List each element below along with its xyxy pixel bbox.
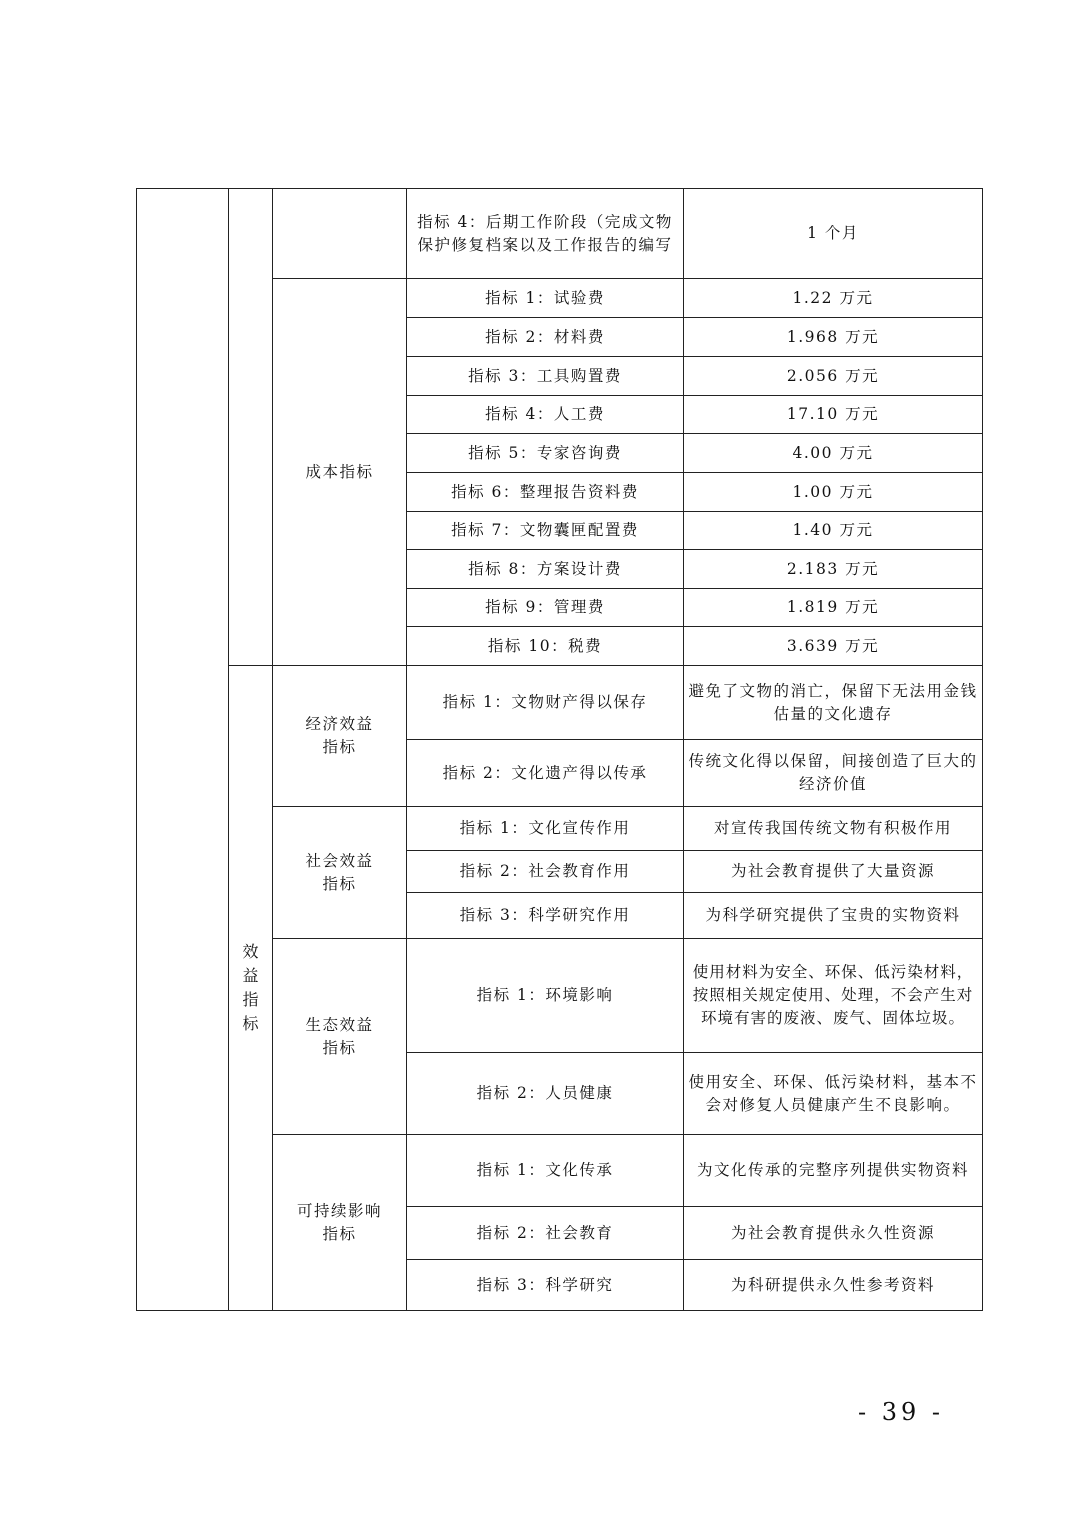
indicator-cell: 指标 6：整理报告资料费 <box>407 473 684 512</box>
value-cell: 对宣传我国传统文物有积极作用 <box>684 807 983 851</box>
category-social <box>273 807 407 939</box>
indicator-cell: 指标 3：科学研究作用 <box>407 893 684 939</box>
value-cell: 传统文化得以保留，间接创造了巨大的经济价值 <box>684 740 983 807</box>
value-cell: 1.40 万元 <box>684 512 983 550</box>
value-cell: 1.00 万元 <box>684 473 983 512</box>
category-label: 社会效益指标 <box>305 851 374 893</box>
value-cell: 为社会教育提供永久性资源 <box>684 1207 983 1260</box>
indicator-cell: 指标 2：社会教育 <box>407 1207 684 1260</box>
indicator-cell: 指标 5：专家咨询费 <box>407 434 684 473</box>
category-label: 生态效益指标 <box>305 1015 374 1057</box>
indicator-cell: 指标 3：科学研究 <box>407 1260 684 1311</box>
category-cell-time <box>273 189 407 279</box>
value-cell: 1.819 万元 <box>684 589 983 627</box>
value-cell: 2.056 万元 <box>684 357 983 396</box>
page-number: - 39 - <box>858 1398 945 1426</box>
performance-indicator-table <box>136 188 983 1311</box>
indicator-cell: 指标 4：人工费 <box>407 396 684 434</box>
indicator-cell: 指标 2：材料费 <box>407 318 684 357</box>
indicator-cell: 指标 2：文化遗产得以传承 <box>407 740 684 807</box>
value-cell: 1.22 万元 <box>684 279 983 318</box>
category-economic <box>273 666 407 807</box>
category-label: 经济效益指标 <box>305 715 374 756</box>
value-cell: 为文化传承的完整序列提供实物资料 <box>684 1135 983 1207</box>
indicator-cell: 指标 1：文化宣传作用 <box>407 807 684 851</box>
indicator-cell: 指标 7：文物囊匣配置费 <box>407 512 684 550</box>
indicator-cell: 指标 9：管理费 <box>407 589 684 627</box>
indicator-cell: 指标 1：试验费 <box>407 279 684 318</box>
value-cell: 3.639 万元 <box>684 627 983 666</box>
indicator-cell: 指标 10：税费 <box>407 627 684 666</box>
indicator-cell: 指标 2：人员健康 <box>407 1053 684 1135</box>
value-cell: 1.968 万元 <box>684 318 983 357</box>
category-cost: 成本指标 <box>273 279 407 666</box>
value-cell: 17.10 万元 <box>684 396 983 434</box>
indicator-cell: 指标 8：方案设计费 <box>407 550 684 589</box>
value-cell: 避免了文物的消亡，保留下无法用金钱估量的文化遗存 <box>684 666 983 740</box>
category-label: 可持续影响指标 <box>296 1201 382 1243</box>
value-cell: 为社会教育提供了大量资源 <box>684 851 983 893</box>
level2-cell-output <box>229 189 273 666</box>
category-ecological <box>273 939 407 1135</box>
value-cell: 2.183 万元 <box>684 550 983 589</box>
indicator-cell: 指标 1：文化传承 <box>407 1135 684 1207</box>
value-cell: 为科学研究提供了宝贵的实物资料 <box>684 893 983 939</box>
indicator-cell: 指标 1：环境影响 <box>407 939 684 1053</box>
value-cell: 使用安全、环保、低污染材料，基本不会对修复人员健康产生不良影响。 <box>684 1053 983 1135</box>
indicator-cell: 指标 1：文物财产得以保存 <box>407 666 684 740</box>
level2-label: 效益指标 <box>242 942 259 1033</box>
level2-cell-benefit <box>229 666 273 1311</box>
category-sustainable <box>273 1135 407 1311</box>
value-cell: 为科研提供永久性参考资料 <box>684 1260 983 1311</box>
indicator-cell: 指标 4：后期工作阶段（完成文物保护修复档案以及工作报告的编写 <box>407 189 684 279</box>
indicator-cell: 指标 3：工具购置费 <box>407 357 684 396</box>
level1-cell <box>137 189 229 1311</box>
value-cell: 4.00 万元 <box>684 434 983 473</box>
indicator-cell: 指标 2：社会教育作用 <box>407 851 684 893</box>
value-cell: 1 个月 <box>684 189 983 279</box>
value-cell: 使用材料为安全、环保、低污染材料，按照相关规定使用、处理，不会产生对环境有害的废液、废气、固体垃圾。 <box>684 939 983 1053</box>
